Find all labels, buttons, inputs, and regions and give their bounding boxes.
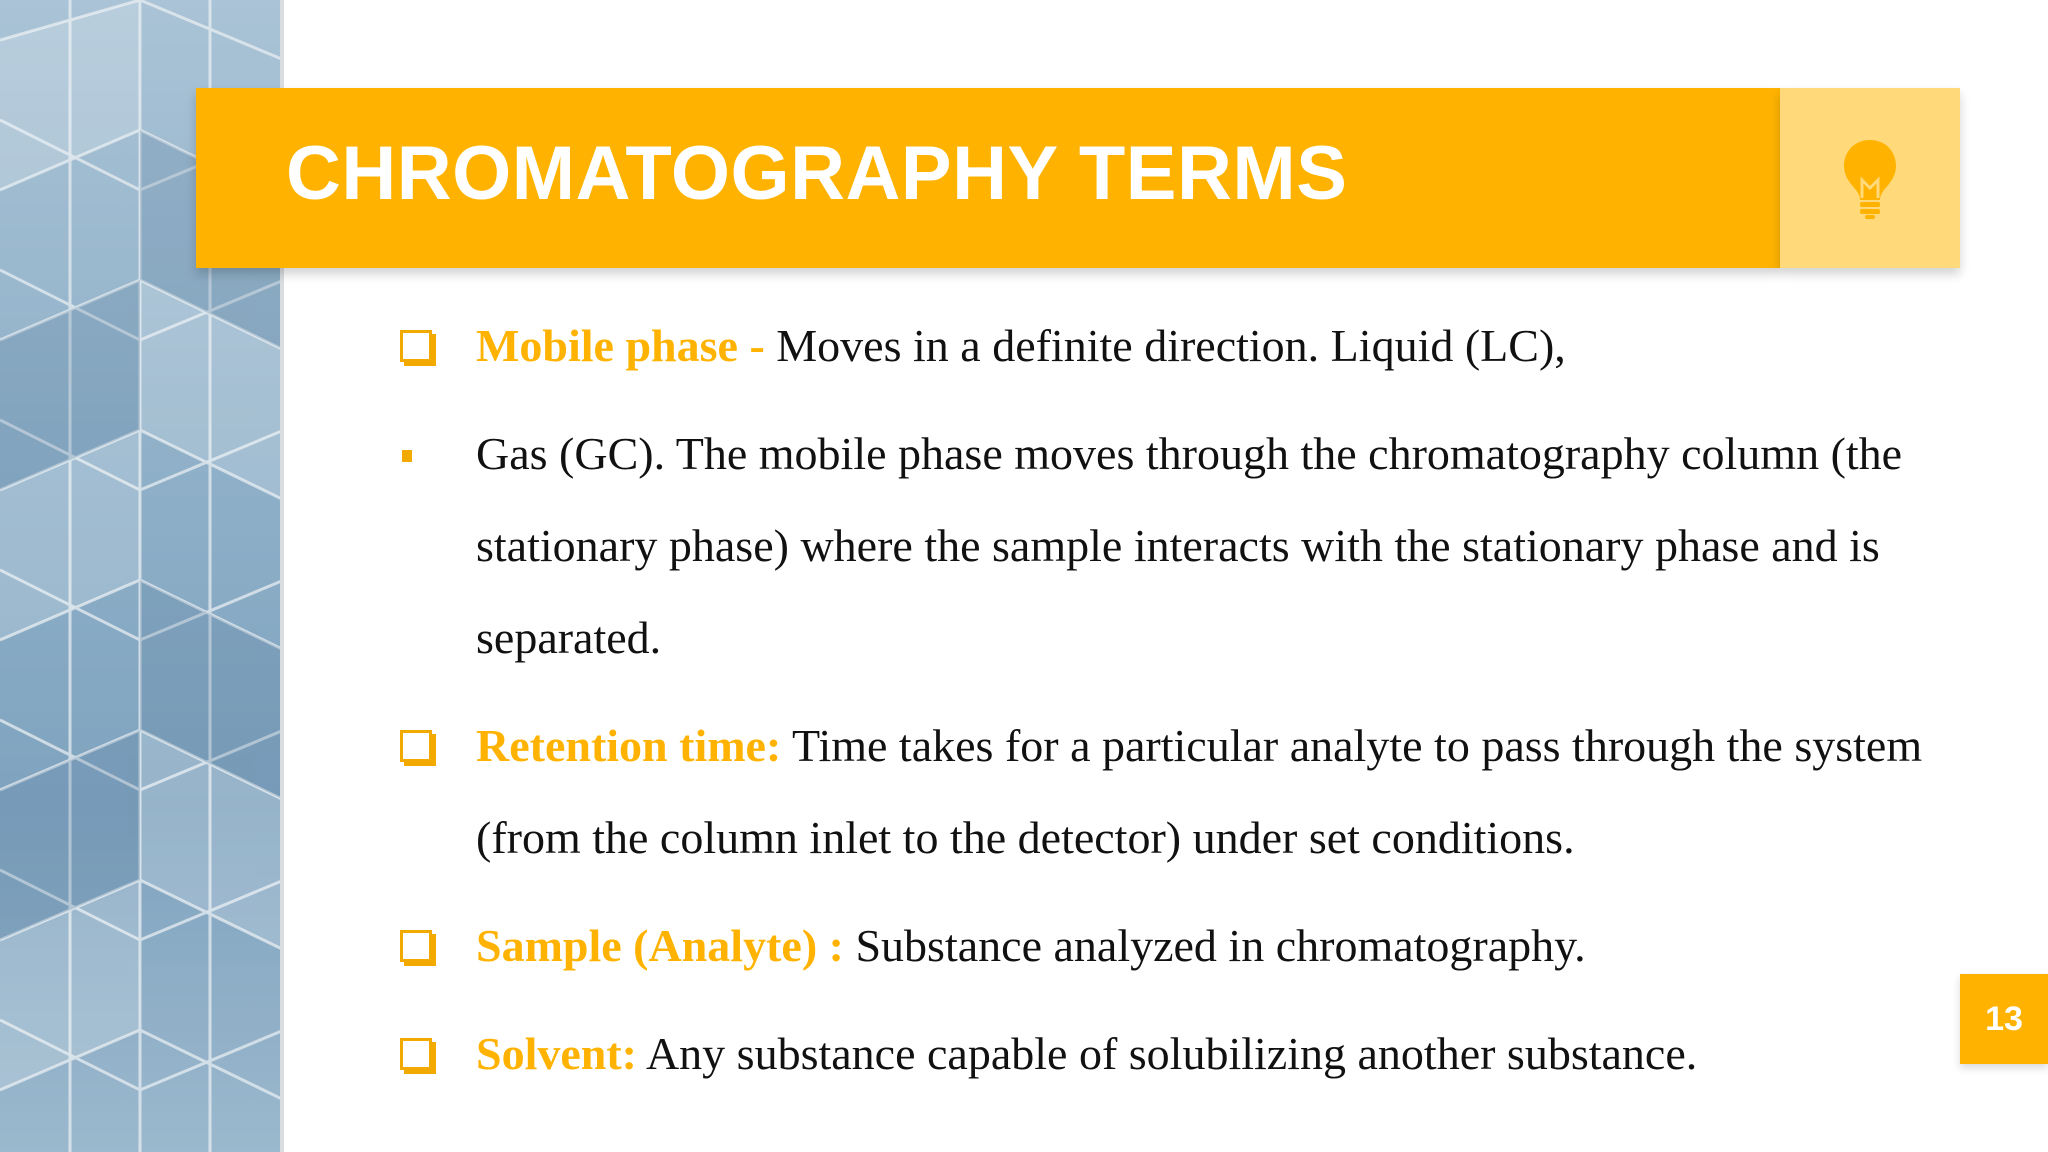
term-definition: Gas (GC). The mobile phase moves through the chromatography column (the stationary phase) where the sample interacts with the stationary phase and is separated. bbox=[476, 428, 1903, 663]
term-definition: Any substance capable of solubilizing another substance. bbox=[637, 1028, 1698, 1079]
checkbox-bullet-icon bbox=[400, 1038, 432, 1070]
term-label: Sample (Analyte) : bbox=[476, 920, 844, 971]
list-item-mobile-phase bbox=[390, 300, 1950, 392]
list-item-sample bbox=[390, 900, 1950, 992]
list-item-gas bbox=[390, 408, 1950, 684]
term-definition: Time takes for a particular analyte to pass through the system (from the column inlet to the detector) under set conditions. bbox=[476, 720, 1923, 863]
square-bullet-icon bbox=[402, 450, 412, 462]
term-definition: Moves in a definite direction. Liquid (LC), bbox=[776, 320, 1566, 371]
checkbox-bullet-icon bbox=[400, 730, 432, 762]
term-label: Retention time: bbox=[476, 720, 782, 771]
checkbox-bullet-icon bbox=[400, 330, 432, 362]
icon-panel bbox=[1780, 88, 1960, 268]
list-item-retention-time bbox=[390, 700, 1950, 884]
list-item-solvent bbox=[390, 1008, 1950, 1100]
term-label: Mobile phase - bbox=[476, 320, 777, 371]
title-banner bbox=[196, 88, 1780, 268]
lightbulb-icon bbox=[1838, 136, 1902, 220]
term-definition: Substance analyzed in chromatography. bbox=[843, 920, 1586, 971]
terms-list bbox=[390, 300, 1950, 1100]
checkbox-bullet-icon bbox=[400, 930, 432, 962]
page-number: 13 bbox=[1960, 974, 2048, 1064]
term-label: Solvent: bbox=[476, 1028, 637, 1079]
slide-title: CHROMATOGRAPHY TERMS bbox=[286, 131, 1348, 216]
